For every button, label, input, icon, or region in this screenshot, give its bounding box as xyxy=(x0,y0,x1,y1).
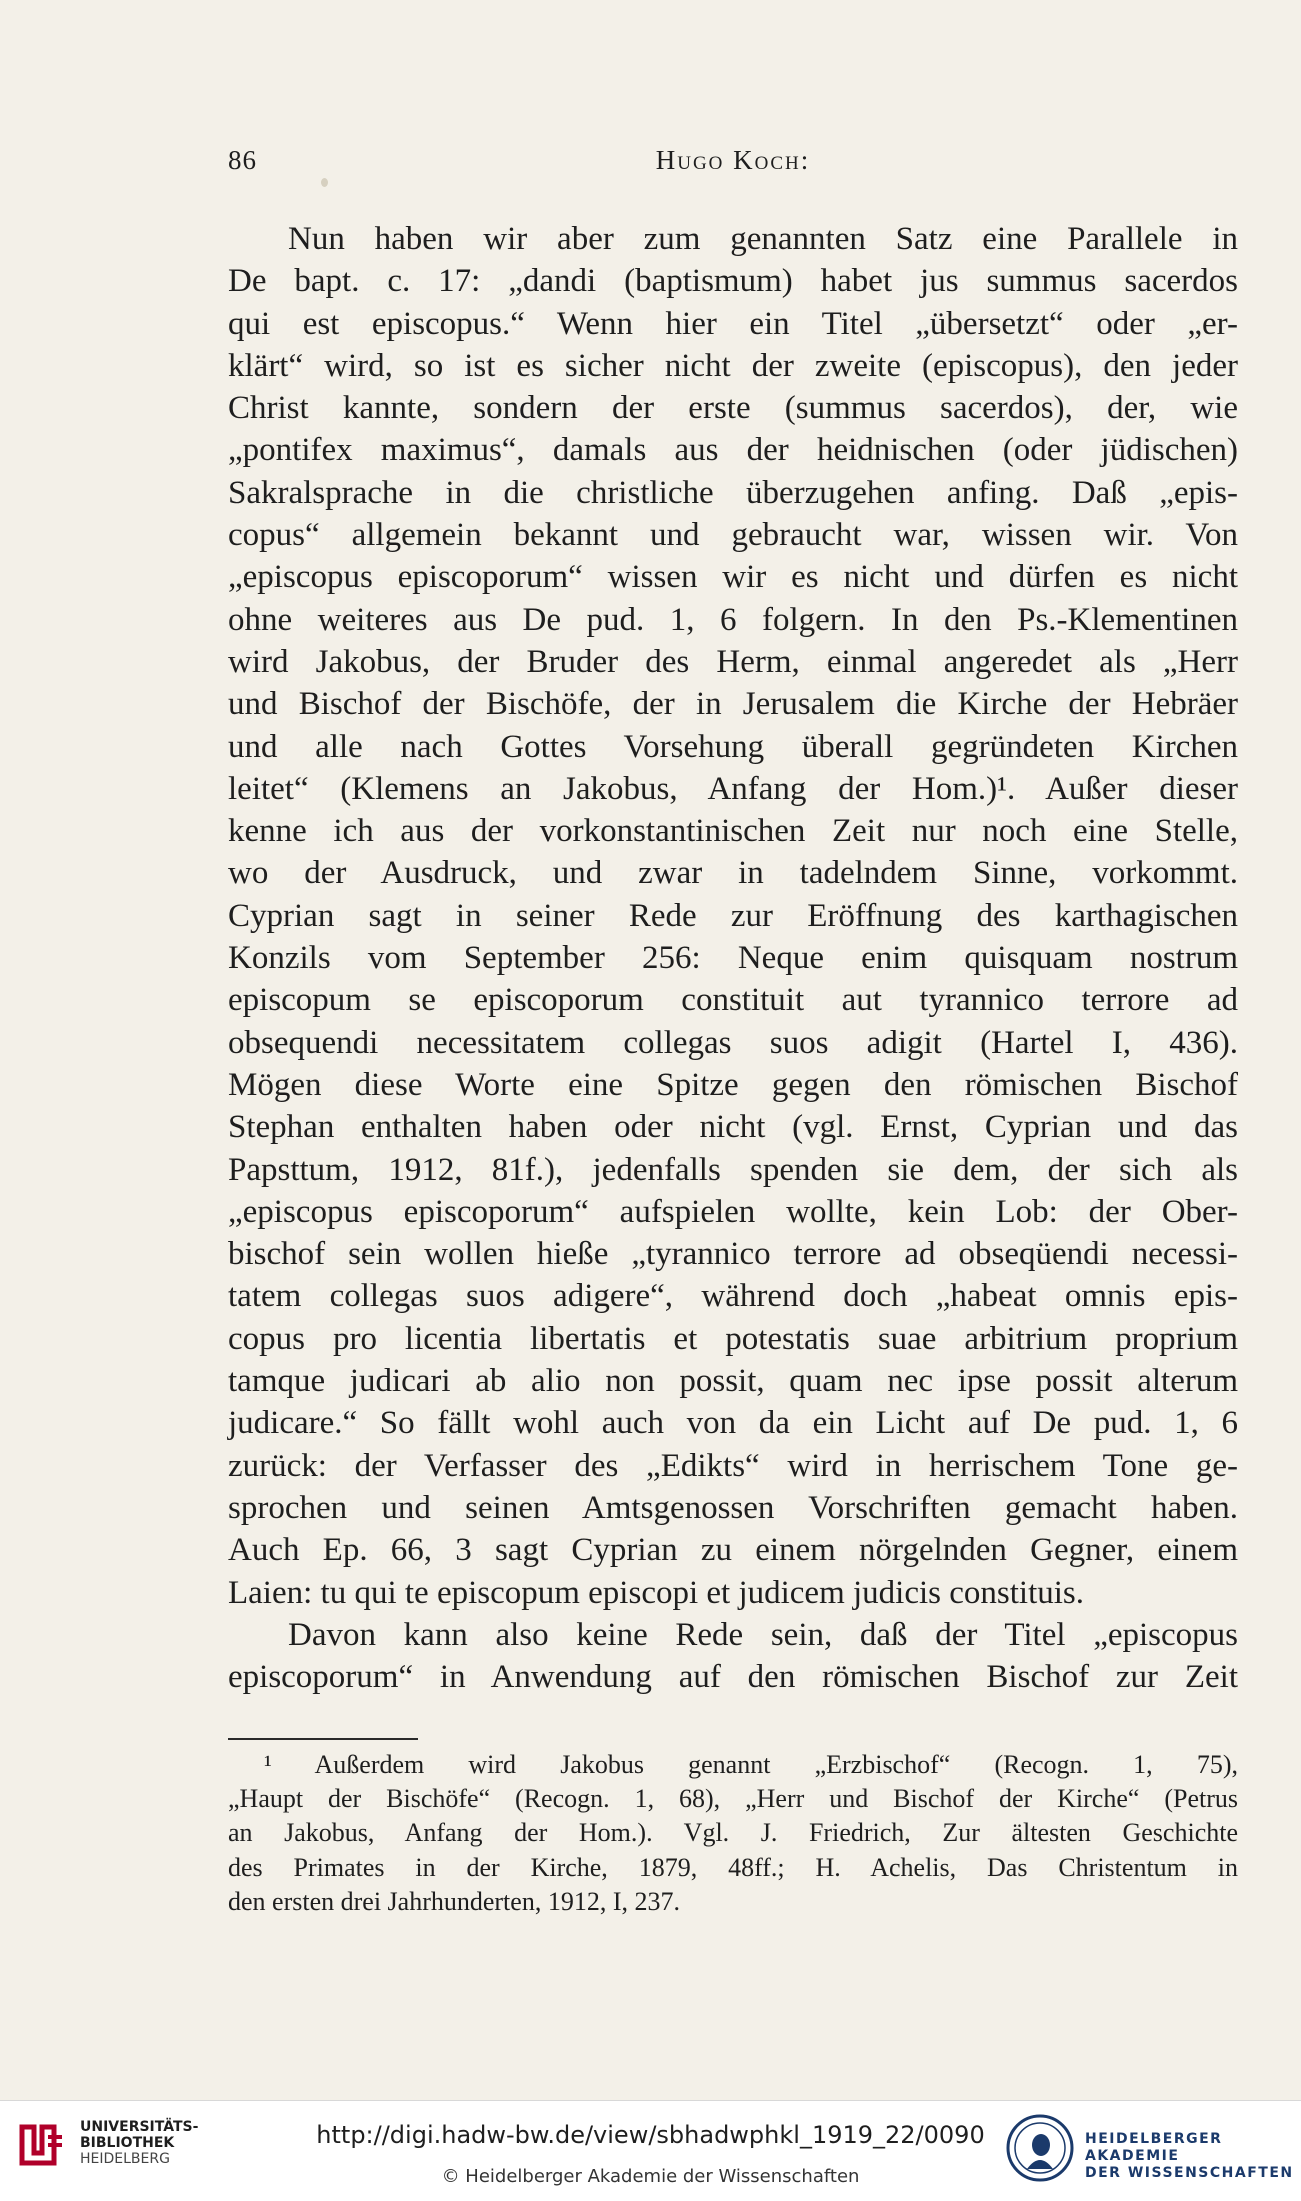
body-line: tamque judicari ab alio non possit, quam nec ipse possit alterum xyxy=(228,1363,1238,1400)
body-line: kenne ich aus der vorkonstantinischen Zeit nur noch eine Stelle, xyxy=(228,813,1238,850)
body-line: Cyprian sagt in seiner Rede zur Eröffnung des karthagischen xyxy=(228,897,1238,934)
body-line: obsequendi necessitatem collegas suos adigit (Hartel I, 436). xyxy=(228,1024,1238,1061)
body-line: judicare.“ So fällt wohl auch von da ein Licht auf De pud. 1, 6 xyxy=(228,1405,1238,1442)
footnote-line: den ersten drei Jahrhunderten, 1912, I, 237. xyxy=(228,1886,680,1916)
body-line: Laien: tu qui te episcopum episcopi et judicem judicis constituis. xyxy=(228,1574,1085,1611)
paper-speck xyxy=(321,178,328,187)
body-line: Mögen diese Worte eine Spitze gegen den römischen Bischof xyxy=(228,1066,1238,1103)
body-line: Auch Ep. 66, 3 sagt Cyprian zu einem nörgelnden Gegner, einem xyxy=(228,1532,1238,1569)
body-line: Papsttum, 1912, 81f.), jedenfalls spenden sie dem, der sich als xyxy=(228,1151,1238,1188)
body-line: zurück: der Verfasser des „Edikts“ wird in herrischem Tone ge- xyxy=(228,1447,1238,1484)
academy-seal-icon xyxy=(1005,2113,1075,2183)
body-line: wird Jakobus, der Bruder des Herm, einmal angeredet als „Herr xyxy=(228,643,1238,680)
academy-name: HEIDELBERGER AKADEMIE DER WISSENSCHAFTEN xyxy=(1085,2131,1294,2181)
footnote-rule xyxy=(228,1738,418,1740)
footnote-line: des Primates in der Kirche, 1879, 48ff.; H. Achelis, Das Christentum in xyxy=(228,1852,1238,1882)
body-line: Davon kann also keine Rede sein, daß der Titel „episcopus xyxy=(288,1616,1238,1653)
page-header xyxy=(228,145,1238,185)
body-line: episcoporum“ in Anwendung auf den römischen Bischof zur Zeit xyxy=(228,1659,1238,1696)
body-line: qui est episcopus.“ Wenn hier ein Titel „übersetzt“ oder „er- xyxy=(228,305,1238,342)
body-line: sprochen und seinen Amtsgenossen Vorschriften gemacht haben. xyxy=(228,1489,1238,1526)
body-line: Stephan enthalten haben oder nicht (vgl. Ernst, Cyprian und das xyxy=(228,1109,1238,1146)
footnotes xyxy=(228,1748,1238,1919)
footnote-line: „Haupt der Bischöfe“ (Recogn. 1, 68), „Herr und Bischof der Kirche“ (Petrus xyxy=(228,1784,1238,1814)
body-line: „pontifex maximus“, damals aus der heidnischen (oder jüdischen) xyxy=(228,432,1238,469)
footnote-line: an Jakobus, Anfang der Hom.). Vgl. J. Friedrich, Zur ältesten Geschichte xyxy=(228,1818,1238,1848)
body-line: und alle nach Gottes Vorsehung überall gegründeten Kirchen xyxy=(228,728,1238,765)
body-line: Konzils vom September 256: Neque enim quisquam nostrum xyxy=(228,940,1238,977)
page-number: 86 xyxy=(228,145,257,175)
body-line: tatem collegas suos adigere“, während doch „habeat omnis epis- xyxy=(228,1278,1238,1315)
body-line: copus pro licentia libertatis et potestatis suae arbitrium proprium xyxy=(228,1320,1238,1357)
body-line: ohne weiteres aus De pud. 1, 6 folgern. In den Ps.-Klementinen xyxy=(228,601,1238,638)
body-line: Christ kannte, sondern der erste (summus sacerdos), der, wie xyxy=(228,390,1238,427)
body-line: Sakralsprache in die christliche überzugehen anfing. Daß „epis- xyxy=(228,474,1238,511)
body-line: „episcopus episcoporum“ aufspielen wollte, kein Lob: der Ober- xyxy=(228,1193,1238,1230)
body-line: De bapt. c. 17: „dandi (baptismum) habet jus summus sacerdos xyxy=(228,263,1238,300)
body-line: leitet“ (Klemens an Jakobus, Anfang der Hom.)¹. Außer dieser xyxy=(228,770,1238,807)
body-line: bischof sein wollen hieße „tyrannico terrore ad obseqüendi necessi- xyxy=(228,1236,1238,1273)
permalink-url[interactable]: http://digi.hadw-bw.de/view/sbhadwphkl_1919_22/0090 xyxy=(316,2121,985,2149)
body-line: Nun haben wir aber zum genannten Satz eine Parallele in xyxy=(288,221,1238,257)
running-title: Hugo Koch: xyxy=(655,145,811,175)
copyright-notice: © Heidelberger Akademie der Wissenschaften xyxy=(441,2166,860,2187)
body-line: und Bischof der Bischöfe, der in Jerusalem die Kirche der Hebräer xyxy=(228,686,1238,723)
body-line: wo der Ausdruck, und zwar in tadelndem Sinne, vorkommt. xyxy=(228,855,1238,892)
body-line: copus“ allgemein bekannt und gebraucht war, wissen wir. Von xyxy=(228,517,1238,554)
body-text xyxy=(228,218,1238,1698)
body-line: episcopum se episcoporum constituit aut tyrannico terrore ad xyxy=(228,982,1238,1019)
footnote-line: ¹ Außerdem wird Jakobus genannt „Erzbischof“ (Recogn. 1, 75), xyxy=(264,1750,1238,1779)
university-library-name: UNIVERSITÄTS- BIBLIOTHEK HEIDELBERG xyxy=(80,2119,199,2167)
body-line: klärt“ wird, so ist es sicher nicht der zweite (episcopus), den jeder xyxy=(228,347,1238,384)
viewer-footer xyxy=(0,2100,1301,2201)
body-line: „episcopus episcoporum“ wissen wir es nicht und dürfen es nicht xyxy=(228,559,1238,596)
